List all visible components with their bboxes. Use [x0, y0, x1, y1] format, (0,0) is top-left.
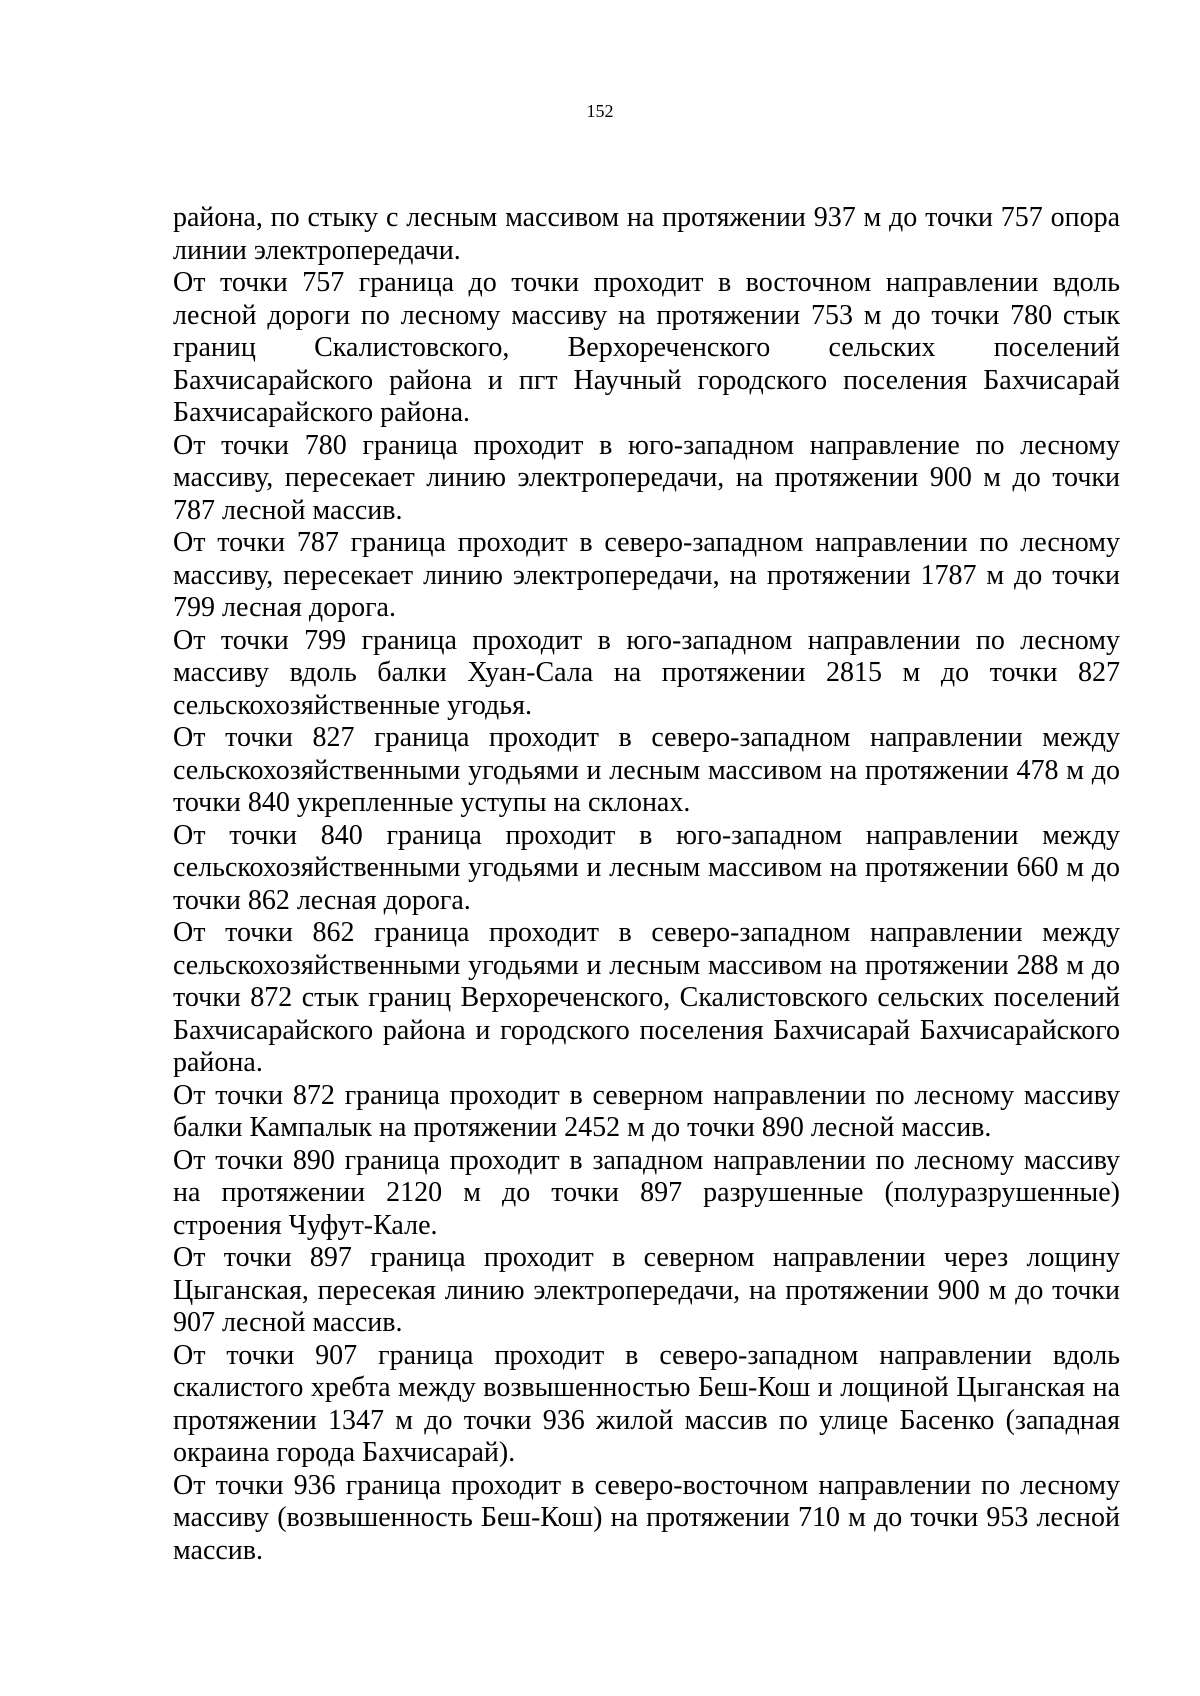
paragraph: От точки 799 граница проходит в юго-западном направлении по лесному массиву вдоль балки Хуан-Сала на протяжении 2815 м до точки 827 сельскохозяйственные угодья. — [173, 624, 1120, 721]
paragraph: От точки 757 граница до точки проходит в восточном направлении вдоль лесной дороги по лесному массиву на протяжении 753 м до точки 780 стык границ Скалистовского, Верхореченского сельских поселений Бахчисарайского района и пгт Научный городского поселения Бахчисарай Бахчисарайского района. — [173, 267, 1120, 428]
paragraph: От точки 872 граница проходит в северном направлении по лесному массиву балки Кампалык на протяжении 2452 м до точки 890 лесной массив. — [173, 1079, 1120, 1143]
paragraph: От точки 897 граница проходит в северном направлении через лощину Цыганская, пересекая линию электропередачи, на протяжении 900 м до точки 907 лесной массив. — [173, 1242, 1120, 1338]
page-number: 152 — [586, 101, 614, 121]
paragraph: От точки 787 граница проходит в северо-западном направлении по лесному массиву, пересекает линию электропередачи, на протяжении 1787 м до точки 799 лесная дорога. — [173, 527, 1120, 623]
paragraph: От точки 827 граница проходит в северо-западном направлении между сельскохозяйственными угодьями и лесным массивом на протяжении 478 м до точки 840 укрепленные уступы на склонах. — [173, 722, 1120, 818]
paragraph: От точки 780 граница проходит в юго-западном направление по лесному массиву, пересекает линию электропередачи, на протяжении 900 м до точки 787 лесной массив. — [173, 429, 1120, 526]
paragraph: От точки 907 граница проходит в северо-западном направлении вдоль скалистого хребта между возвышенностью Беш-Кош и лощиной Цыганская на протяжении 1347 м до точки 936 жилой массив по улице Басенко (западная окраина города Бахчисарай). — [173, 1339, 1120, 1468]
paragraph: От точки 862 граница проходит в северо-западном направлении между сельскохозяйственными угодьями и лесным массивом на протяжении 288 м до точки 872 стык границ Верхореченского, Скалистовского сельских поселений Бахчисарайского района и городского поселения Бахчисарай Бахчисарайского района. — [173, 917, 1120, 1078]
paragraph: От точки 840 граница проходит в юго-западном направлении между сельскохозяйственными угодьями и лесным массивом на протяжении 660 м до точки 862 лесная дорога. — [173, 819, 1120, 916]
document-body — [173, 202, 1120, 1567]
paragraph: От точки 890 граница проходит в западном направлении по лесному массиву на протяжении 2120 м до точки 897 разрушенные (полуразрушенные) строения Чуфут-Кале. — [173, 1144, 1120, 1241]
paragraph: От точки 936 граница проходит в северо-восточном направлении по лесному массиву (возвышенность Беш-Кош) на протяжении 710 м до точки 953 лесной массив. — [173, 1469, 1120, 1566]
paragraph: района, по стыку с лесным массивом на протяжении 937 м до точки 757 опора линии электропередачи. — [173, 202, 1120, 266]
